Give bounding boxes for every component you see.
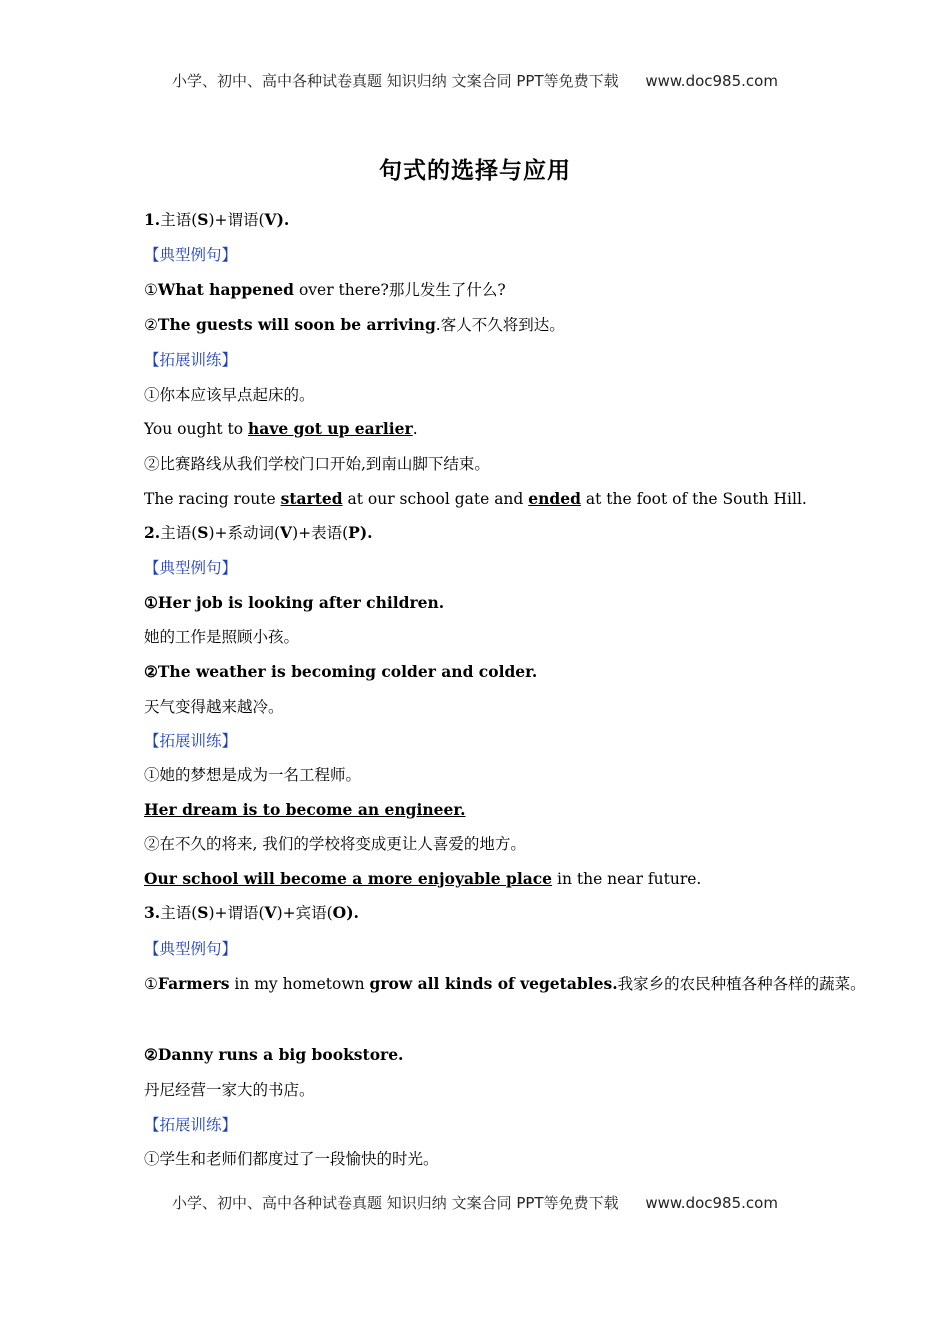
- section-2-heading: 2.主语(S)+系动词(V)+表语(P).: [144, 523, 373, 542]
- section-3-practice-label: 【拓展训练】: [144, 1116, 238, 1134]
- section-3-example-label: 【典型例句】: [144, 940, 238, 958]
- s2-practice-1-cn: ①她的梦想是成为一名工程师。: [144, 766, 362, 784]
- s1-practice-2-en: The racing route started at our school gate and ended at the foot of the South Hill.: [144, 489, 807, 508]
- section-1-example-label: 【典型例句】: [144, 246, 238, 264]
- section-3-heading: 3.主语(S)+谓语(V)+宾语(O).: [144, 903, 359, 922]
- s2-practice-2-en: Our school will become a more enjoyable place in the near future.: [144, 869, 702, 888]
- section-2-example-label: 【典型例句】: [144, 559, 238, 577]
- s2-practice-2-cn: ②在不久的将来, 我们的学校将变成更让人喜爱的地方。: [144, 835, 526, 853]
- s2-example-2-cn: 天气变得越来越冷。: [144, 698, 284, 716]
- page-title: 句式的选择与应用: [379, 157, 571, 184]
- s3-practice-1-cn: ①学生和老师们都度过了一段愉快的时光。: [144, 1150, 439, 1168]
- footer-text: 小学、初中、高中各种试卷真题 知识归纳 文案合同 PPT等免费下载: [172, 1194, 619, 1212]
- header-text: 小学、初中、高中各种试卷真题 知识归纳 文案合同 PPT等免费下载: [172, 72, 619, 90]
- s1-practice-1-en: You ought to have got up earlier.: [144, 419, 418, 438]
- answer: started: [280, 489, 343, 508]
- s1-practice-1-cn: ①你本应该早点起床的。: [144, 386, 315, 404]
- answer: ended: [528, 489, 581, 508]
- s3-example-2-cn: 丹尼经营一家大的书店。: [144, 1081, 315, 1099]
- s3-example-1: ①Farmers in my hometown grow all kinds of vegetables.我家乡的农民种植各种各样的蔬菜。: [144, 974, 866, 993]
- s2-example-1-en: ①Her job is looking after children.: [144, 593, 445, 612]
- page-header: [0, 70, 950, 91]
- footer-site-link[interactable]: www.doc985.com: [645, 1194, 778, 1212]
- s1-example-2: ②The guests will soon be arriving.客人不久将到达。: [144, 315, 565, 334]
- section-1-heading: 1.主语(S)+谓语(V).: [144, 210, 290, 229]
- s1-example-1: ①What happened over there?那儿发生了什么?: [144, 280, 506, 299]
- page-footer: [0, 1192, 950, 1213]
- section-2-practice-label: 【拓展训练】: [144, 732, 238, 750]
- s2-example-2-en: ②The weather is becoming colder and colder.: [144, 662, 538, 681]
- answer: Our school will become a more enjoyable place: [144, 869, 553, 888]
- s2-practice-1-en: [144, 800, 466, 820]
- answer: have got up earlier: [248, 419, 413, 438]
- answer: Her dream is to become an engineer.: [144, 800, 466, 819]
- s3-example-2-en: ②Danny runs a big bookstore.: [144, 1045, 404, 1064]
- header-site-link[interactable]: www.doc985.com: [645, 72, 778, 90]
- s2-example-1-cn: 她的工作是照顾小孩。: [144, 628, 300, 646]
- s1-practice-2-cn: ②比赛路线从我们学校门口开始,到南山脚下结束。: [144, 455, 490, 473]
- section-1-practice-label: 【拓展训练】: [144, 351, 238, 369]
